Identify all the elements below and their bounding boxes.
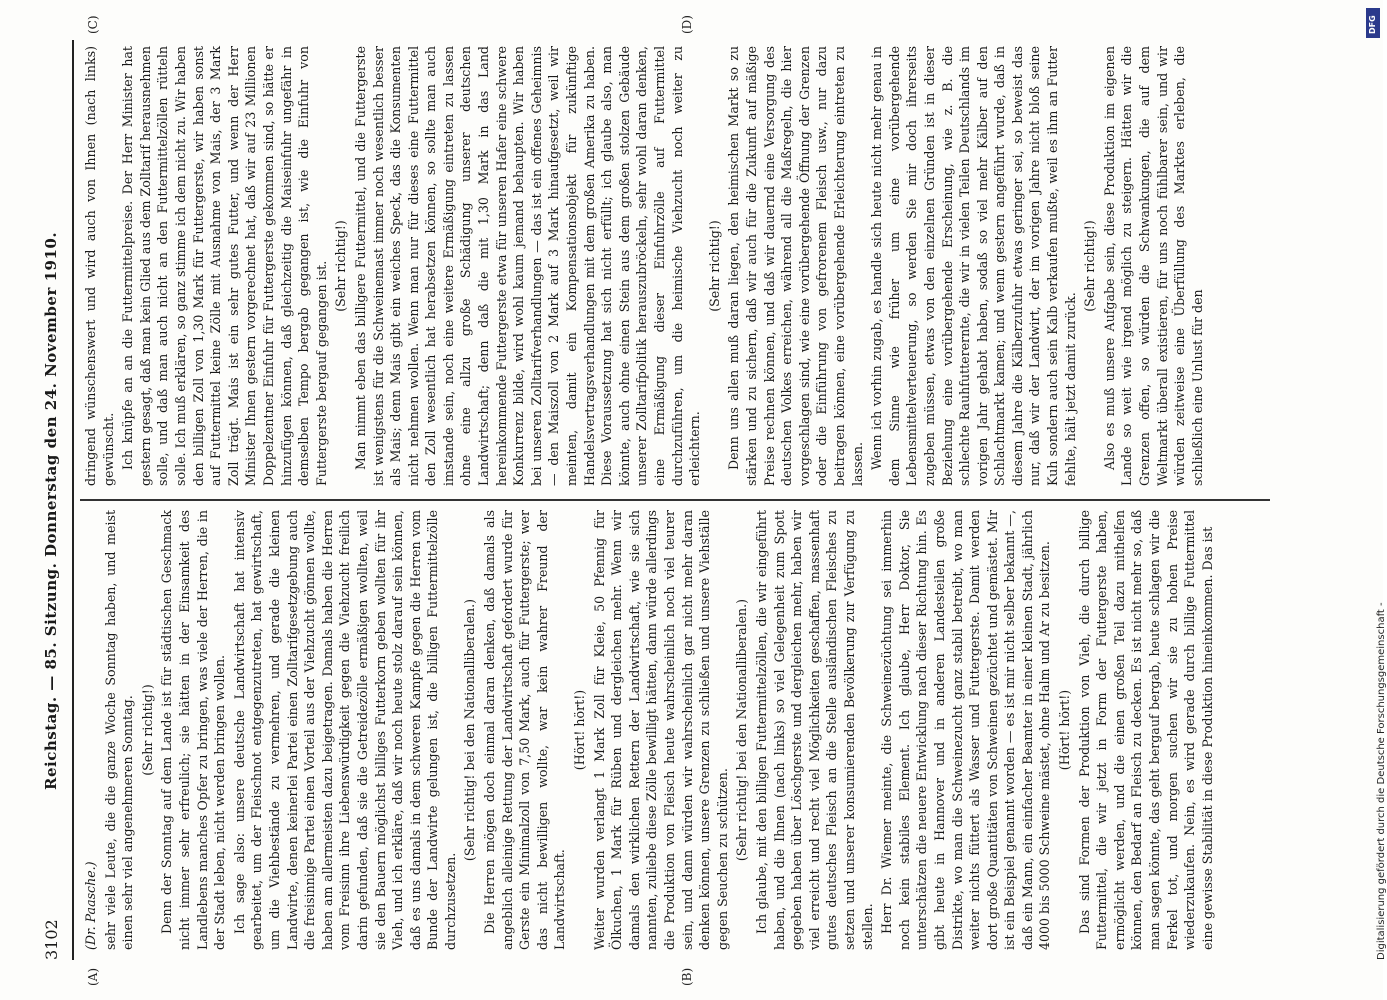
dfg-logo-text: DFG [1368,15,1377,34]
left-column-paragraph: Herr Dr. Wiemer meinte, die Schweinezüchtung sei immerhin noch kein stabiles Element. Ich glaube, Herr Doktor, Sie unterschätzen die neuere Entwicklung nach dieser Richtung hin. Es gibt heute in Hannover und in anderen Landesteilen große Distrikte, wo man die Schweinezucht ganz stabil betreibt, wo man weiter nichts füttert als Wasser und Futtergerste. Damit werden dort große Quantitäten von Schweinen gezüchtet und gemästet. Mir ist ein Beispiel genannt worden — es ist mir nicht selber bekannt —, daß ein Mann, ein einfacher Beamter in einer kleinen Stadt, jährlich 4000 bis 5000 Schweine mästet, ohne Halm und Ar zu besitzen. [879,510,1053,950]
right-column-paragraph: Man nimmt eben das billigere Futtermittel, und die Futtergerste ist wenigstens für die Schweinemast immer noch wesentlich besser als Mais; denn Mais gibt ein weiches Speck, das die Konsumenten nicht nehmen wollen. Wenn man nur für dieses eine Futtermittel den Zoll wesentlich hat herabsetzen können, so sollte man auch imstande sein, noch eine weitere Ermäßigung eintreten zu lassen ohne eine allzu große Schädigung unserer deutschen Landwirtschaft; denn daß die mit 1,30 Mark in das Land hereinkommende Futtergerste etwa für unseren Hafer eine schwere Konkurrenz bilde, wird wohl kaum jemand behaupten. Wir haben bei unseren Zolltarifverhandlungen — das ist ein offenes Geheimnis — den Maiszoll von 2 Mark auf 3 Mark hinaufgesetzt, weil wir meinten, damit ein Kompensationsobjekt für zukünftige Handelsvertragsverhandlungen mit dem großen Amerika zu haben. Diese Voraussetzung hat sich nicht erfüllt; ich glaube also, man könnte, auch ohne einen Stein aus dem großen stolzen Gebäude unserer Zolltarifpolitik herauszubröckeln, sehr wohl daran denken, eine Ermäßigung dieser Einfuhrzölle auf Futtermittel durchzuführen, um die heimische Viehzucht noch weiter zu erleichtern. [352,46,703,486]
left-column-paragraph: (Sehr richtig! bei den Nationalliberalen.) [734,598,750,862]
right-column-paragraph: Wenn ich vorhin zugab, es handle sich heute nicht mehr genau in dem Sinne wie früher um eine vorübergehende Lebensmittelverteuerung, so werden Sie mir doch ihrerseits zugeben müssen, etwas von den einzelnen Gründen ist in dieser Beziehung eine vorübergehende Erscheinung, wie z. B. die schlechte Rauhfutterernte, die wir in vielen Teilen Deutschlands im vorigen Jahr gehabt haben, sodaß so viel mehr Kälber auf den Schlachtmarkt kamen; und wenn gestern angeführt wurde, daß in diesem Jahre die Kälberzufuhr etwas geringer sei, so beweist das nur, daß wir der Landwirt, der im vorigen Jahre nicht bloß seine Kuh sondern auch sein Kalb verkaufen mußte, weil es ihm an Futter fehlte, hält jetzt damit zurück. [869,46,1078,486]
right-column-paragraph: (Sehr richtig!) [333,220,349,312]
right-column-paragraph: (Sehr richtig!) [1082,220,1098,312]
left-column-paragraph: (Sehr richtig! bei den Nationalliberalen.) [462,598,478,862]
left-column-paragraph: (Hört! hört!) [572,689,588,771]
margin-mark-c: (C) [86,15,100,34]
column-divider [80,500,1270,502]
page-number: 3102 [42,919,61,960]
right-text-column [82,46,1208,486]
margin-mark-b: (B) [680,967,694,986]
left-column-paragraph: Die Herren mögen doch einmal daran denken, daß damals als angeblich alleinige Rettung der Landwirtschaft gefordert wurde für Gerste ein Minimalzoll von 7,50 Mark, auch für Futtergerste; wer das nicht bewilligen wollte, war kein wahrer Freund der Landwirtschaft. [482,510,568,950]
left-column-paragraph: Das sind Formen der Produktion von Vieh, die durch billige Futtermittel, die wir jetzt in Form der Futtergerste haben, ermöglicht werden, und die einen großen Teil dazu mithelfen können, den Bedarf an Fleisch zu decken. Es ist nicht mehr so, daß man sagen könnte, das geht bergauf bergab, heute schlagen wir die Ferkel tot, und morgen suchen wir sie zu hohen Preise wiederzukaufen. Nein, es wird gerade durch billige Futtermittel eine gewisse Stabilität in diese Produktion hineinkommen. Das ist [1076,510,1215,950]
margin-mark-d: (D) [680,15,694,34]
digitization-credit [1362,10,1387,990]
page-title: Reichstag. — 85. Sitzung. Donnerstag den 24. November 1910. [42,231,60,790]
left-column-paragraph: sehr viele Leute, die die ganze Woche Sonntag haben, und meist einen sehr viel angenehmeren Sonntag. [102,510,136,950]
right-column-paragraph: Also es muß unsere Aufgabe sein, diese Produktion im eigenen Lande so weit wie irgend möglich zu steigern. Hätten wir die Grenzen offen, so würden die Schwankungen, die auf dem Weltmarkt überall existieren, für uns noch fühlbarer sein, und wir würden zeitweise eine Überfüllung des Marktes erleben, die schließlich eine Unlust für den [1101,46,1205,486]
header-rule [72,40,74,960]
right-column-paragraph: dringend wünschenswert und wird auch von Ihnen (nach links) gewünscht. [83,46,116,486]
left-column-paragraph: Denn der Sonntag auf dem Lande ist für städtischen Geschmack nicht immer sehr erfreulich; sie hätten in der Einsamkeit des Landlebens manches Opfer zu bringen, was viele der Herren, die in der Stadt leben, nicht werden bringen wollen. [159,510,228,950]
margin-mark-a: (A) [86,967,100,986]
right-column-paragraph: Ich knüpfe an an die Futtermittelpreise. Der Herr Minister hat gestern gesagt, daß man kein Glied aus dem Zolltarif herausnehmen solle, und daß man auch nicht an den Futtermittelzöllen rütteln solle. Ich muß erklären, so ganz stimme ich dem nicht zu. Wir haben den billigen Zoll von 1,30 Mark für Futtergerste, wir haben sonst auf Futtermittel keine Zölle mit Ausnahme von Mais, der 3 Mark Zoll trägt. Mais ist ein sehr gutes Futter, und wenn der Herr Minister Ihnen gestern vorgerechnet hat, daß wir auf 23 Millionen Doppelzentner Einfuhr für Futtergerste gekommen sind, so hätte er hinzufügen können, daß gleichzeitig die Maiseinfuhr ungefähr in demselben Tempo bergab gegangen ist, wie die Einfuhr von Futtergerste bergauf gegangen ist. [120,46,329,486]
right-column-paragraph: (Sehr richtig!) [706,220,722,312]
left-text-column [82,510,1218,950]
left-column-paragraph: Ich sage also: unsere deutsche Landwirtschaft hat intensiv gearbeitet, um der Fleischnot entgegenzutreten, hat gewirtschaft, um die Viehbestände zu vermehren, und gerade die kleinen Landwirte, denen keinerlei Partei einen Zolltarifgesetzgebung auch die freisinnige Partei einen Vorteil aus der Viehzucht gönnen wollte, haben am allermeisten dazu beigetragen. Damals haben die Herren vom Freisinn ihre Liebenswürdigkeit gegen die Viehzucht freilich darin gefunden, daß sie die Getreidezölle ermäßigen wollten, weil sie den Bauern möglichst billiges Futterkorn geben wollten für ihr Vieh, und ich erkläre, daß wir noch heute stolz darauf sein können, daß es uns damals in dem schweren Kampfe gegen die Herren vom Bunde der Landwirte gelungen ist, die billigen Futtermittelzölle durchzusetzen. [231,510,458,950]
right-column-paragraph: Denn uns allen muß daran liegen, den heimischen Markt so zu stärken und zu sichern, daß wir auch für die Zukunft auf mäßige Preise rechnen können, und daß wir dauernd eine Versorgung des deutschen Volkes erreichen, während all die Maßregeln, die hier vorgeschlagen sind, wie eine vorübergehende Öffnung der Grenzen oder die Einführung von gefrorenem Fleisch usw., nur dazu beitragen können, eine vorübergehende Erleichterung eintreten zu lassen. [726,46,865,486]
left-column-paragraph: Ich glaube, mit den billigen Futtermittelzöllen, die wir eingeführt haben, und die Ihnen (nach links) so viel Gelegenheit zum Spott gegeben haben über Löschgerste und dergleichen mehr, haben wir viel erreicht und recht viel Möglichkeiten geschaffen, massenhaft gutes deutsches Fleisch an die Stelle ausländischen Fleisches zu setzen und unserer konsumierenden Bevölkerung zur Verfügung zu stellen. [753,510,875,950]
left-column-paragraph: Weiter wurden verlangt 1 Mark Zoll für Kleie, 50 Pfennig für Ölkuchen, 1 Mark für Rüben und dergleichen mehr. Wenn wir damals den wirklichen Rettern der Landwirtschaft, wie sie sich nannten, zuliebe diese Zölle bewilligt hätten, dann würde allerdings die Produktion von Fleisch heute wahrscheinlich noch viel teurer sein, und dann würden wir wahrscheinlich gar nicht mehr daran denken können, unsere Grenzen zu schließen und unsere Viehställe gegen Seuchen zu schützen. [591,510,730,950]
left-column-paragraph: (Sehr richtig!) [139,684,155,776]
page-header [38,40,68,960]
left-column-paragraph: (Dr. Paasche.) [83,861,98,950]
left-column-paragraph: (Hört! hört!) [1057,689,1073,771]
dfg-logo [1366,8,1380,38]
credit-text: Digitalisierung gefördert durch die Deutsche Forschungsgemeinschaft - [1376,602,1387,960]
